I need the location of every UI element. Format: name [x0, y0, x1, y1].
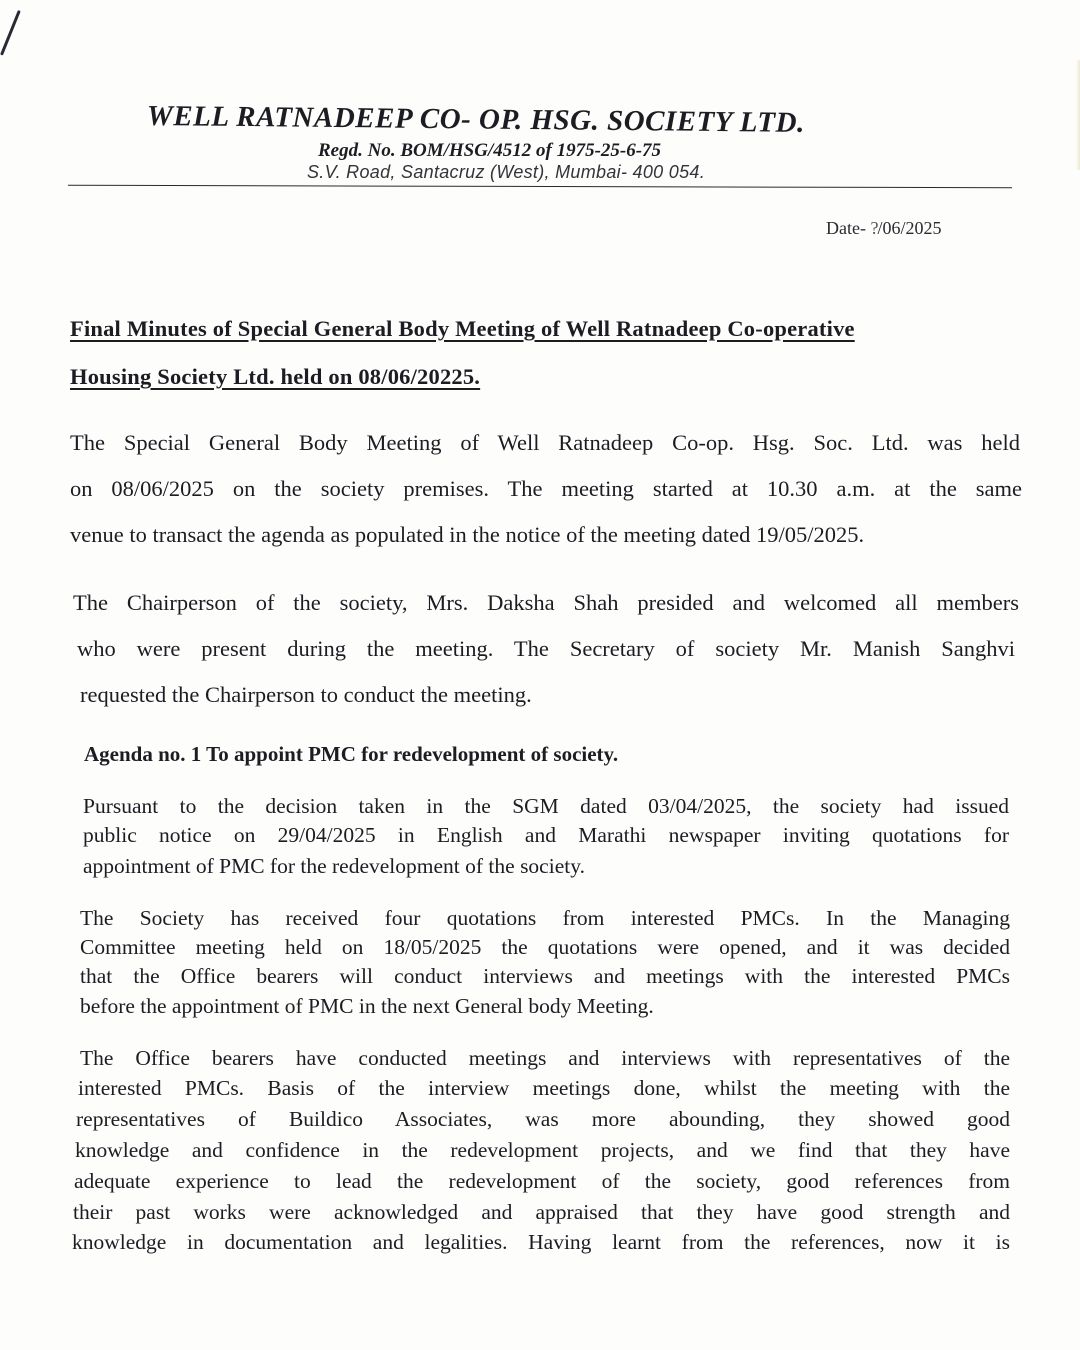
- paragraph-line: representatives of Buildico Associates, was more abounding, they showed good: [76, 1107, 1010, 1131]
- paragraph-line: requested the Chairperson to conduct the meeting.: [80, 682, 532, 707]
- paragraph-line: adequate experience to lead the redevelopment of the society, good references from: [74, 1169, 1010, 1193]
- paragraph-line: who were present during the meeting. The Secretary of society Mr. Manish Sanghvi: [77, 636, 1015, 661]
- title-line-2: Housing Society Ltd. held on 08/06/20225.: [70, 364, 481, 389]
- date-day-illegible: ?: [870, 218, 878, 238]
- paragraph-line: knowledge in documentation and legalities. Having learnt from the references, now it is: [72, 1230, 1010, 1254]
- paragraph-line: before the appointment of PMC in the next General body Meeting.: [80, 994, 654, 1018]
- paragraph-line: interested PMCs. Basis of the interview meetings done, whilst the meeting with the: [78, 1076, 1010, 1100]
- society-name: WELL RATNADEEP CO- OP. HSG. SOCIETY LTD.: [146, 100, 805, 139]
- paragraph-line: appointment of PMC for the redevelopment of the society.: [83, 854, 585, 878]
- agenda-heading: Agenda no. 1 To appoint PMC for redevelopment of society.: [84, 742, 619, 766]
- pen-stroke-mark: [0, 10, 21, 56]
- paragraph-line: The Special General Body Meeting of Well Ratnadeep Co-op. Hsg. Soc. Ltd. was held: [70, 430, 1020, 455]
- paragraph-line: venue to transact the agenda as populated in the notice of the meeting dated 19/05/2025.: [70, 522, 865, 547]
- title-line-1: Final Minutes of Special General Body Meeting of Well Ratnadeep Co-operative: [70, 316, 855, 341]
- paragraph-line: public notice on 29/04/2025 in English and Marathi newspaper inviting quotations for: [83, 823, 1009, 847]
- document-date: [826, 218, 942, 239]
- paragraph-line: The Society has received four quotations from interested PMCs. In the Managing: [80, 906, 1010, 930]
- page-edge-mark: [1076, 60, 1080, 170]
- paragraph-line: The Chairperson of the society, Mrs. Daksha Shah presided and welcomed all members: [73, 590, 1019, 615]
- society-address: S.V. Road, Santacruz (West), Mumbai- 400 054.: [307, 162, 706, 182]
- paragraph-line: their past works were acknowledged and appraised that they have good strength and: [73, 1200, 1010, 1224]
- paragraph-line: Pursuant to the decision taken in the SGM dated 03/04/2025, the society had issued: [83, 794, 1009, 818]
- date-label: Date-: [826, 218, 871, 238]
- paragraph-line: Committee meeting held on 18/05/2025 the quotations were opened, and it was decided: [80, 935, 1010, 959]
- date-month-year: /06/2025: [877, 218, 942, 238]
- paragraph-line: on 08/06/2025 on the society premises. The meeting started at 10.30 a.m. at the same: [70, 476, 1022, 501]
- paragraph-line: knowledge and confidence in the redevelopment projects, and we find that they have: [75, 1138, 1010, 1162]
- registration-number: Regd. No. BOM/HSG/4512 of 1975-25-6-75: [318, 140, 662, 161]
- paragraph-line: that the Office bearers will conduct interviews and meetings with the interested PMCs: [80, 964, 1010, 988]
- paragraph-line: The Office bearers have conducted meetings and interviews with representatives of the: [80, 1046, 1010, 1070]
- header-divider: [68, 185, 1012, 188]
